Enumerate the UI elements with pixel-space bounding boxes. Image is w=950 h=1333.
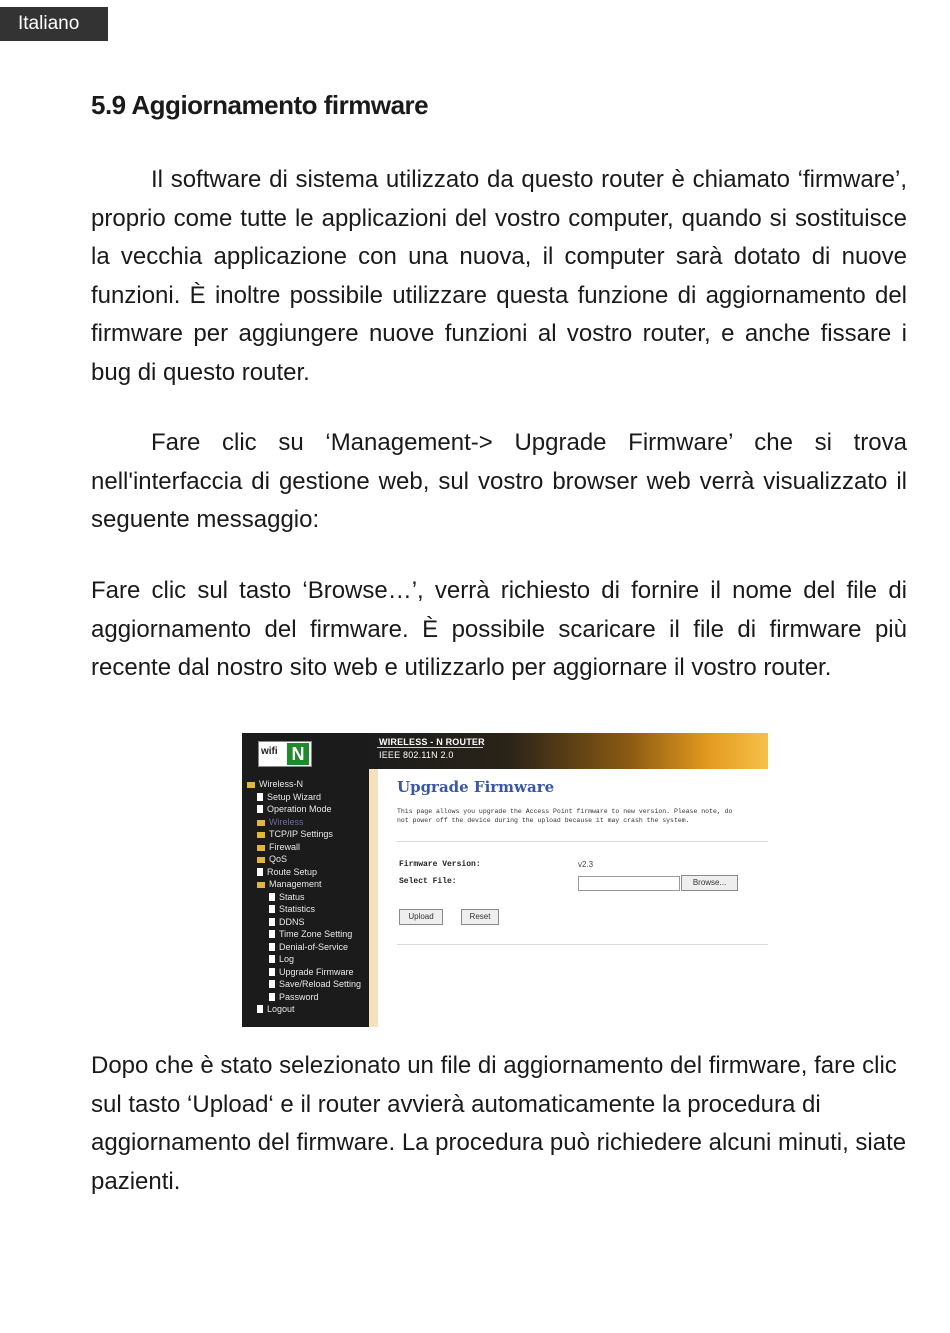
page-icon [269,905,275,913]
page-icon [257,1005,263,1013]
page-icon [269,980,275,988]
folder-open-icon [257,882,265,888]
folder-icon [257,857,265,863]
header-product-name: WIRELESS - N ROUTER [379,737,485,747]
menu-item-logout[interactable]: Logout [257,1004,295,1014]
menu-item-upgrade-firmware[interactable]: Upgrade Firmware [269,967,354,977]
folder-icon [257,845,265,851]
page-icon [257,793,263,801]
file-path-input[interactable] [578,876,680,891]
header-standard: IEEE 802.11N 2.0 [379,750,454,760]
language-tab: Italiano [0,7,108,41]
folder-icon [257,832,265,838]
page-icon [269,993,275,1001]
menu-item-password[interactable]: Password [269,992,319,1002]
select-file-label: Select File: [399,877,457,886]
paragraph-intro: Il software di sistema utilizzato da questo router è chiamato ‘firmware’, proprio come tutte le applicazioni del vostro computer, quando si sostituisce la vecchia applicazione con una nuova, il computer sarà dotato di nuove funzioni. È inoltre possibile utilizzare questa funzione di aggiornamento del firmware per aggiungere nuove funzioni al vostro router, e anche fissare i bug di questo router. [91,166,907,386]
page-icon [257,805,263,813]
menu-item-statistics[interactable]: Statistics [269,904,315,914]
menu-item-status[interactable]: Status [269,892,305,902]
wifi-logo [258,741,312,767]
router-sidebar [242,733,369,1027]
menu-item-wireless-n[interactable]: Wireless-N [247,779,303,789]
firmware-version-value: v2.3 [578,860,594,869]
n-badge: N [287,743,309,765]
browse-button[interactable]: Browse... [681,875,738,891]
folder-icon [257,820,265,826]
reset-button[interactable]: Reset [461,909,499,925]
menu-item-dos[interactable]: Denial-of-Service [269,942,348,952]
sidebar-divider [369,769,378,1027]
router-screenshot [242,733,768,1027]
menu-item-wireless[interactable]: Wireless [257,817,304,827]
header-divider [377,747,483,748]
page-icon [269,893,275,901]
upgrade-page-title: Upgrade Firmware [397,778,555,796]
firmware-version-label: Firmware Version: [399,860,481,869]
router-header-banner [369,733,768,769]
page-icon [269,918,275,926]
paragraph-upload: Dopo che è stato selezionato un file di aggiornamento del firmware, fare clic sul tasto ‘Upload‘ e il router avvierà automaticamente la procedura di aggiornamento del firmware. La procedura può richiedere alcuni minuti, siate pazienti. [91,1052,907,1195]
upgrade-description: This page allows you upgrade the Access Point firmware to new version. Please note, do not power off the device during the upload because it may crash the system. [397,808,733,824]
menu-item-management[interactable]: Management [257,879,322,889]
divider [397,841,768,842]
page-icon [269,955,275,963]
page-icon [269,943,275,951]
page-icon [269,968,275,976]
menu-item-qos[interactable]: QoS [257,854,287,864]
divider [397,944,768,945]
menu-item-log[interactable]: Log [269,954,294,964]
upload-button[interactable]: Upload [399,909,443,925]
menu-item-firewall[interactable]: Firewall [257,842,300,852]
folder-icon [247,782,255,788]
section-heading: 5.9 Aggiornamento firmware [91,90,429,120]
paragraph-management: Fare clic su ‘Management-> Upgrade Firmware’ che si trova nell'interfaccia di gestione web, sul vostro browser web verrà visualizzato il seguente messaggio: [91,429,907,533]
menu-item-time-zone[interactable]: Time Zone Setting [269,929,352,939]
page-icon [257,868,263,876]
menu-item-save-reload[interactable]: Save/Reload Setting [269,979,361,989]
page-icon [269,930,275,938]
menu-item-ddns[interactable]: DDNS [269,917,305,927]
wifi-logo-text: wifi [261,746,278,757]
paragraph-browse: Fare clic sul tasto ‘Browse…’, verrà richiesto di fornire il nome del file di aggiornamento del firmware. È possibile scaricare il file di firmware più recente dal nostro sito web e utilizzarlo per aggiornare il vostro router. [91,577,907,681]
menu-item-tcpip[interactable]: TCP/IP Settings [257,829,333,839]
router-main-panel [382,769,768,1027]
menu-item-setup-wizard[interactable]: Setup Wizard [257,792,321,802]
menu-item-operation-mode[interactable]: Operation Mode [257,804,332,814]
menu-item-route-setup[interactable]: Route Setup [257,867,317,877]
